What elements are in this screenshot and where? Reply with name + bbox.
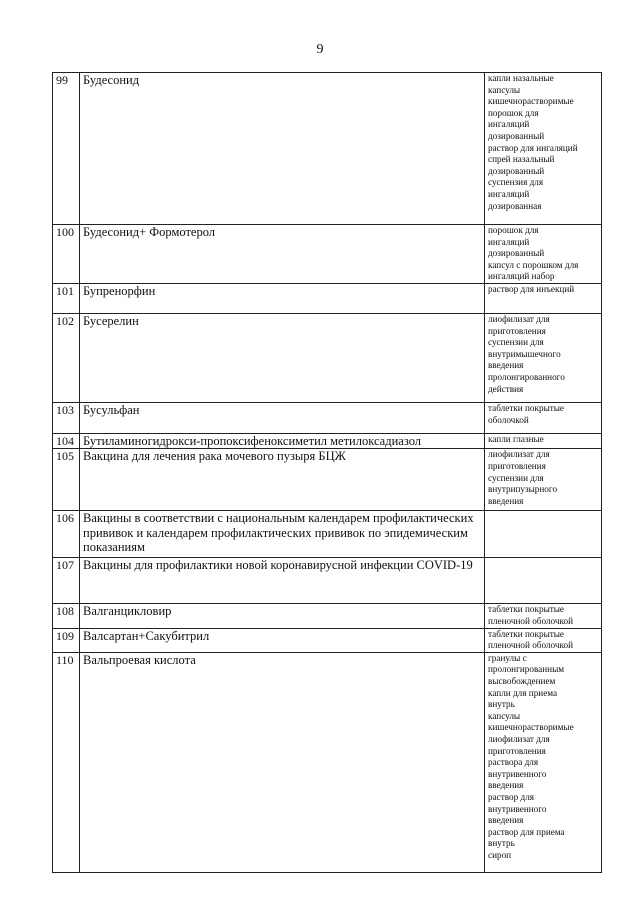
row-number: 109 <box>53 628 80 652</box>
dosage-forms <box>485 449 602 511</box>
dosage-form-line: дозированная <box>488 200 542 211</box>
drug-name: Бупренорфин <box>80 283 485 313</box>
table-row <box>53 225 602 284</box>
dosage-form-line: внутривенного <box>488 803 547 814</box>
dosage-form-line: спрей назальный <box>488 154 555 165</box>
dosage-form-line: суспензия для <box>488 177 544 188</box>
dosage-form-line: ингаляций набор <box>488 271 555 282</box>
dosage-forms <box>485 73 602 225</box>
table-row <box>53 652 602 872</box>
dosage-form-line: внутривенного <box>488 768 547 779</box>
dosage-forms <box>485 604 602 628</box>
table-row <box>53 402 602 433</box>
drug-name: Бутиламиногидрокси-пропоксифеноксиметил метилоксадиазол <box>80 433 485 449</box>
dosage-form-line: дозированный <box>488 130 545 141</box>
dosage-form-line: дозированный <box>488 165 545 176</box>
table-row <box>53 628 602 652</box>
row-number: 101 <box>53 283 80 313</box>
dosage-form-line: лиофилизат для <box>488 313 550 324</box>
dosage-form-line: капсулы <box>488 710 521 721</box>
dosage-form-line: капсулы <box>488 84 521 95</box>
dosage-form-line: таблетки покрытые <box>488 628 565 639</box>
dosage-form-line: ингаляций <box>488 119 530 130</box>
dosage-form-line: ингаляций <box>488 188 530 199</box>
dosage-form-line: раствор для ингаляций <box>488 142 578 153</box>
table-row <box>53 313 602 402</box>
dosage-form-line: приготовления <box>488 325 546 336</box>
dosage-form-line: приготовления <box>488 461 546 472</box>
table-row <box>53 73 602 225</box>
drug-name: Вакцины для профилактики новой коронавирусной инфекции COVID-19 <box>80 558 485 604</box>
dosage-form-line: лиофилизат для <box>488 449 550 460</box>
dosage-form-line: внутрь <box>488 699 515 710</box>
dosage-forms <box>485 652 602 872</box>
dosage-form-line: гранулы с <box>488 652 527 663</box>
dosage-form-line: капли глазные <box>488 433 544 444</box>
dosage-form-line: пленочной оболочкой <box>488 640 574 651</box>
dosage-form-line: суспензии для <box>488 337 544 348</box>
row-number: 110 <box>53 652 80 872</box>
dosage-form-line: капсул с порошком для <box>488 259 579 270</box>
drug-name: Будесонид+ Формотерол <box>80 225 485 284</box>
drug-name: Вальпроевая кислота <box>80 652 485 872</box>
dosage-form-line: введения <box>488 780 524 791</box>
dosage-form-line: капли назальные <box>488 73 554 83</box>
dosage-form-line: раствора для <box>488 757 539 768</box>
dosage-forms <box>485 225 602 284</box>
dosage-form-line: кишечнорастворимые <box>488 96 574 107</box>
dosage-form-line: пролонгированного <box>488 371 565 382</box>
dosage-form-line: таблетки покрытые <box>488 402 565 413</box>
drug-table <box>52 72 602 873</box>
table-row <box>53 283 602 313</box>
dosage-forms <box>485 283 602 313</box>
dosage-forms <box>485 433 602 449</box>
dosage-forms <box>485 558 602 604</box>
dosage-form-line: порошок для <box>488 107 539 118</box>
row-number: 104 <box>53 433 80 449</box>
row-number: 102 <box>53 313 80 402</box>
dosage-form-line: пролонгированным <box>488 664 565 675</box>
table-row <box>53 433 602 449</box>
drug-name: Вакцины в соответствии с национальным календарем профилактических прививок и календарем профилактических прививок по эпидемическим показаниям <box>80 511 485 558</box>
table-row <box>53 558 602 604</box>
dosage-form-line: оболочкой <box>488 414 529 425</box>
dosage-form-line: введения <box>488 360 524 371</box>
dosage-form-line: лиофилизат для <box>488 734 550 744</box>
page-number: 9 <box>316 42 324 57</box>
dosage-forms <box>485 511 602 558</box>
dosage-form-line: суспензии для <box>488 472 544 483</box>
dosage-form-line: раствор для инъекций <box>488 283 575 294</box>
dosage-forms <box>485 313 602 402</box>
dosage-form-line: порошок для <box>488 225 539 235</box>
row-number: 100 <box>53 225 80 284</box>
dosage-form-line: внутрь <box>488 838 515 849</box>
drug-name: Бусульфан <box>80 402 485 433</box>
dosage-forms <box>485 402 602 433</box>
drug-name: Валсартан+Сакубитрил <box>80 628 485 652</box>
dosage-form-line: приготовления <box>488 745 546 756</box>
dosage-form-line: высвобождением <box>488 676 556 687</box>
dosage-form-line: раствор для приема <box>488 826 565 837</box>
dosage-form-line: действия <box>488 383 524 394</box>
dosage-form-line: раствор для <box>488 791 535 802</box>
table-row <box>53 604 602 628</box>
table-row <box>53 449 602 511</box>
dosage-form-line: кишечнорастворимые <box>488 722 574 733</box>
drug-name: Валганцикловир <box>80 604 485 628</box>
row-number: 99 <box>53 73 80 225</box>
drug-name: Будесонид <box>80 73 485 225</box>
row-number: 108 <box>53 604 80 628</box>
dosage-forms <box>485 628 602 652</box>
dosage-form-line: пленочной оболочкой <box>488 616 574 627</box>
dosage-form-line: таблетки покрытые <box>488 604 565 615</box>
drug-name: Бусерелин <box>80 313 485 402</box>
row-number: 103 <box>53 402 80 433</box>
row-number: 106 <box>53 511 80 558</box>
dosage-form-line: внутримышечного <box>488 348 561 359</box>
dosage-form-line: дозированный <box>488 248 545 259</box>
dosage-form-line: сироп <box>488 849 512 860</box>
dosage-form-line: капли для приема <box>488 687 558 698</box>
dosage-form-line: введения <box>488 495 524 506</box>
dosage-form-line: ингаляций <box>488 236 530 247</box>
dosage-form-line: введения <box>488 815 524 826</box>
row-number: 107 <box>53 558 80 604</box>
table-row <box>53 511 602 558</box>
drug-name: Вакцина для лечения рака мочевого пузыря БЦЖ <box>80 449 485 511</box>
row-number: 105 <box>53 449 80 511</box>
dosage-form-line: внутрипузырного <box>488 484 558 495</box>
